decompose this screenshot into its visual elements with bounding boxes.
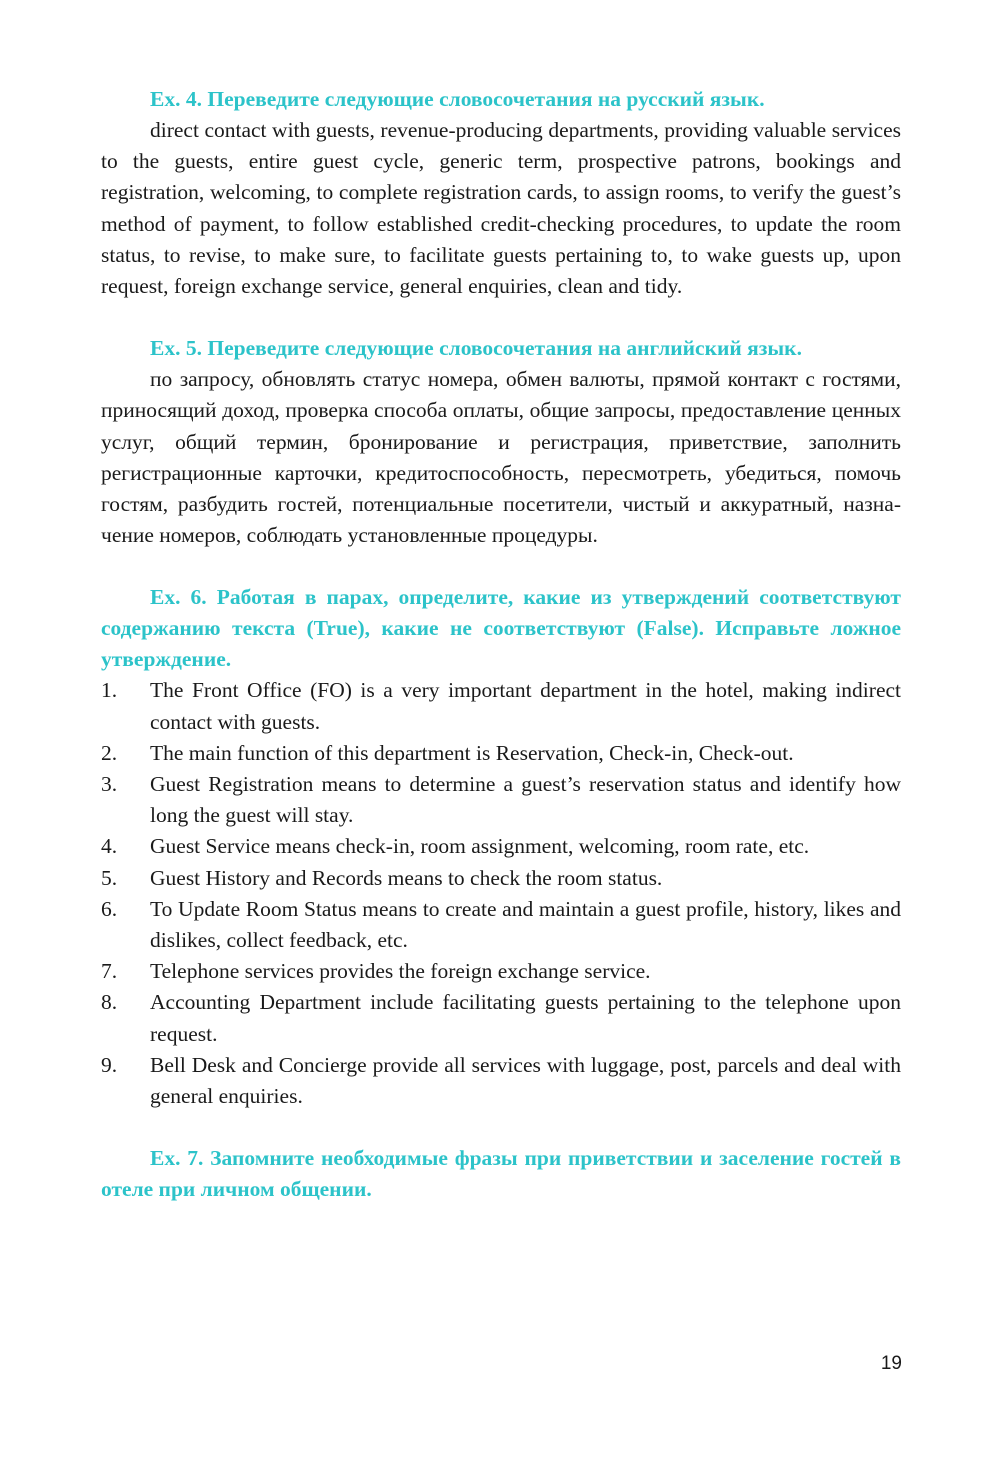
- list-item-number: 8.: [101, 990, 118, 1015]
- list-item-number: 1.: [101, 678, 118, 703]
- exercise-7: [101, 1143, 901, 1205]
- list-item-number: 7.: [101, 959, 118, 984]
- exercise-5-body: по запросу, обновлять статус номера, обмен валюты, прямой контакт с гостями, приносящий доход, проверка способа оплаты, общие запросы, предоставление ценных услуг, общий термин, бронирование и регистрация, приветствие, заполнить регистрационные карточки, кредитоспособность, пересмотреть, убедиться, помочь гостям, разбудить гостей, потенциальные посетители, чистый и аккуратный, назначение номеров, соблюдать установленные процедуры.: [101, 367, 901, 548]
- exercise-4: [101, 84, 901, 302]
- exercise-5: [101, 333, 901, 551]
- exercise-4-body: direct contact with guests, revenue-producing departments, providing valuable services to the guests, entire guest cycle, generic term, prospective patrons, bookings and registration, welcoming, to complete registration cards, to assign rooms, to verify the guest’s method of payment, to follow established credit-checking procedures, to update the room status, to revise, to make sure, to facilitate guests pertaining to, to wake guests up, upon request, foreign exchange service, general enquiries, clean and tidy.: [101, 118, 901, 299]
- list-item-number: 9.: [101, 1052, 118, 1077]
- list-item: [101, 738, 901, 769]
- list-item-text: Guest Registration means to determine a guest’s reservation status and identify how long the guest will stay.: [150, 772, 901, 828]
- exercise-6-heading: Ex. 6. Работая в парах, определите, какие из утверждений соответствуют содержанию текста (True), какие не соответствуют (False). Исправьте ложное утверждение.: [101, 585, 901, 672]
- exercise-5-heading: Ex. 5. Переведите следующие словосочетания на английский язык.: [150, 336, 802, 361]
- list-item: [101, 956, 901, 987]
- page-content: [101, 84, 901, 1236]
- list-item-number: 2.: [101, 740, 118, 765]
- list-item: [101, 675, 901, 737]
- list-item: [101, 987, 901, 1049]
- list-item-number: 5.: [101, 865, 118, 890]
- list-item-number: 3.: [101, 772, 118, 797]
- list-item-text: Accounting Department include facilitating guests pertaining to the telephone upon request.: [150, 990, 901, 1046]
- list-item-number: 6.: [101, 896, 118, 921]
- exercise-4-heading: Ex. 4. Переведите следующие словосочетания на русский язык.: [150, 87, 765, 111]
- list-item-text: Telephone services provides the foreign exchange service.: [150, 959, 651, 984]
- list-item: [101, 1050, 901, 1112]
- list-item: [101, 769, 901, 831]
- list-item: [101, 831, 901, 862]
- exercise-6: [101, 582, 901, 1112]
- list-item: [101, 894, 901, 956]
- list-item-text: The Front Office (FO) is a very important department in the hotel, making indirect contact with guests.: [150, 678, 901, 734]
- list-item: [101, 863, 901, 894]
- page-number: 19: [880, 1353, 902, 1374]
- list-item-text: Guest History and Records means to check the room status.: [150, 865, 663, 890]
- list-item-text: Bell Desk and Concierge provide all services with luggage, post, parcels and deal with general enquiries.: [150, 1052, 901, 1109]
- list-item-text: To Update Room Status means to create and maintain a guest profile, history, likes and dislikes, collect feedback, etc.: [150, 896, 901, 953]
- list-item-text: Guest Service means check-in, room assignment, welcoming, room rate, etc.: [150, 834, 810, 859]
- exercise-7-heading: Ex. 7. Запомните необходимые фразы при приветствии и заселение гостей в отеле при личном общении.: [101, 1146, 901, 1202]
- list-item-text: The main function of this department is Reservation, Check-in, Check-out.: [150, 740, 794, 765]
- list-item-number: 4.: [101, 834, 118, 859]
- statement-list: [101, 675, 901, 1112]
